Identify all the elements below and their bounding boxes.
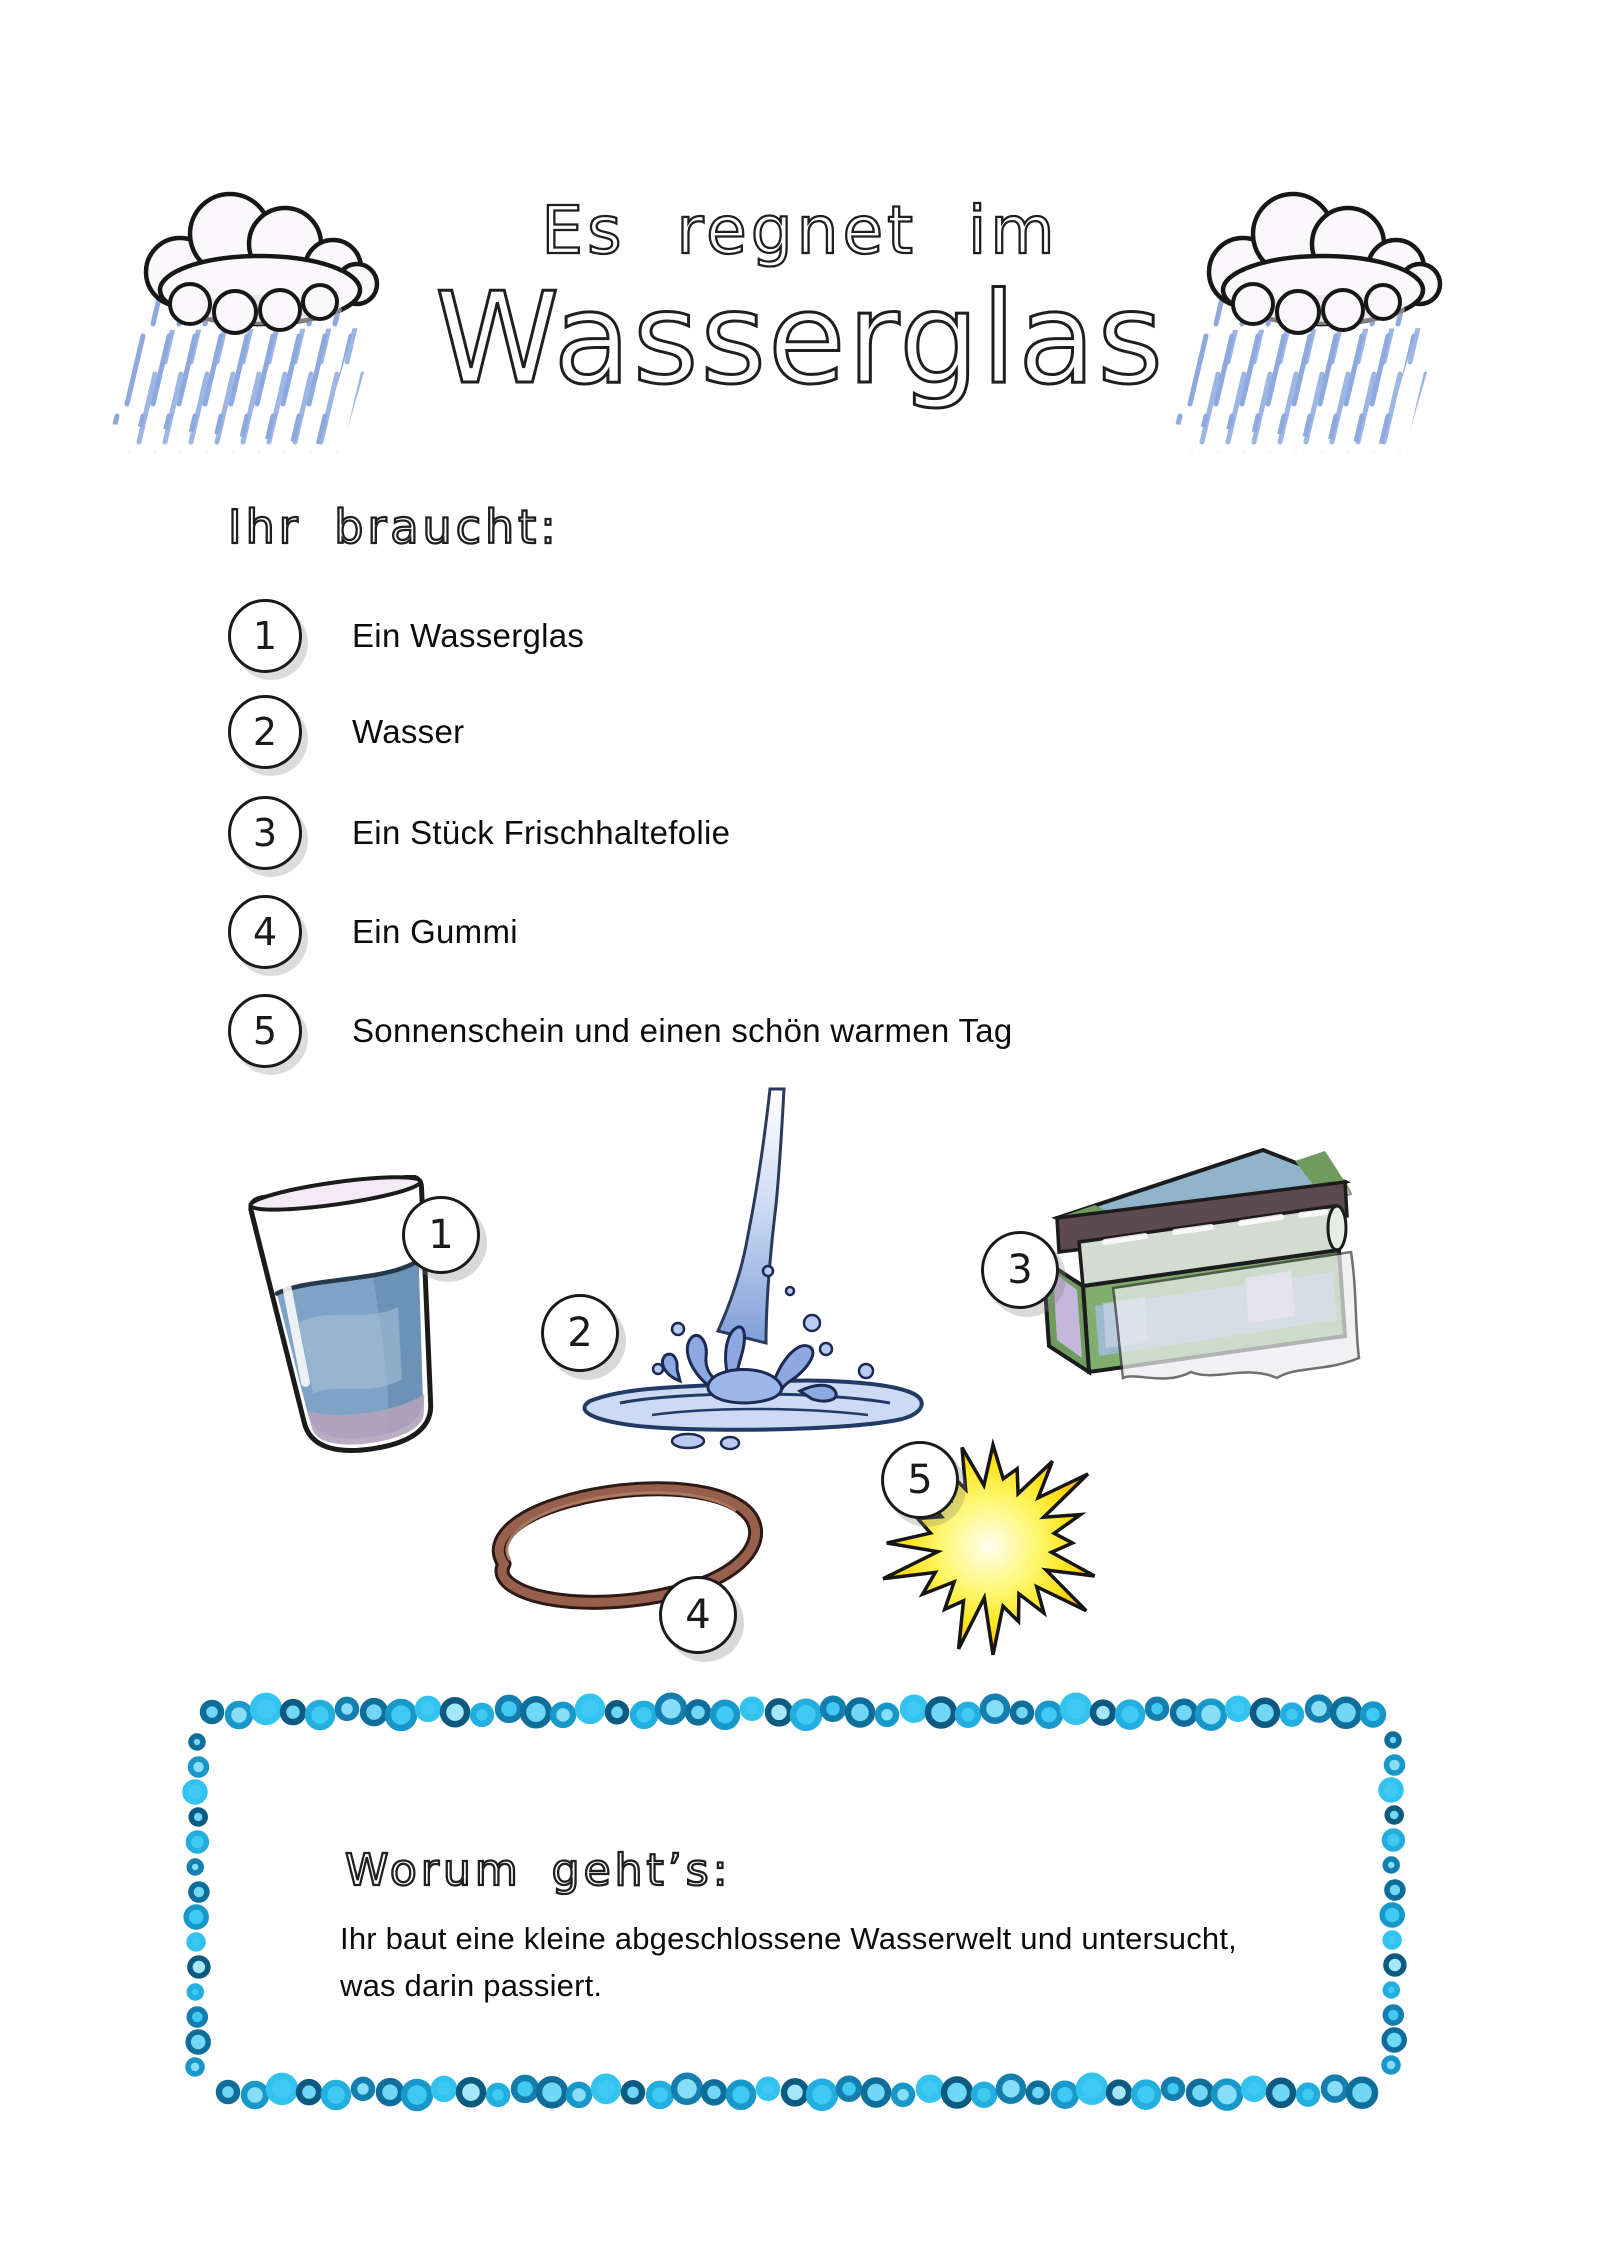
info-body-line-2: was darin passiert. [340,1967,603,2003]
badge-number: 5 [907,1457,933,1503]
item-number: 4 [252,910,278,954]
material-item-1 [228,599,584,673]
materials-heading: Ihr braucht: [228,500,560,554]
info-body-line-1: Ihr baut eine kleine abgeschlossene Wasserwelt und untersucht, [340,1921,1237,1956]
illustration-badge-1 [402,1196,480,1274]
item-label: Ein Wasserglas [352,617,585,654]
material-item-4 [228,895,518,969]
material-item-5 [228,994,1013,1068]
badge-number: 3 [1007,1247,1033,1293]
info-box-heading: Worum geht’s: [345,1845,732,1896]
item-number-circle [228,695,302,769]
item-label: Ein Gummi [352,913,518,950]
page-title [400,192,1200,412]
illustration-badge-4 [659,1576,737,1654]
item-number: 3 [252,811,278,855]
item-number: 1 [252,614,278,658]
item-number-circle [228,796,302,870]
illustration-badge-2 [541,1294,619,1372]
illustration-badge-5 [881,1441,959,1519]
item-number: 5 [252,1009,278,1053]
water-splash-illustration [560,1085,940,1455]
title-line-1: Es regnet im [541,192,1059,269]
item-label: Sonnenschein und einen schön warmen Tag [352,1012,1013,1049]
rain-cloud-right-icon [1158,172,1488,452]
rain-cloud-left-icon [95,172,425,452]
illustration-badge-3 [981,1231,1059,1309]
info-box-body [340,1916,1340,2009]
item-number-circle [228,895,302,969]
item-label: Wasser [352,713,465,750]
item-number-circle [228,994,302,1068]
material-item-2 [228,695,464,769]
item-number: 2 [252,710,278,754]
item-label: Ein Stück Frischhaltefolie [352,814,731,851]
item-number-circle [228,599,302,673]
material-item-3 [228,796,730,870]
badge-number: 4 [685,1592,711,1638]
title-line-2: Wasserglas [435,265,1165,412]
badge-number: 1 [428,1212,454,1258]
curly-border [150,1672,1440,2142]
badge-number: 2 [567,1310,593,1356]
